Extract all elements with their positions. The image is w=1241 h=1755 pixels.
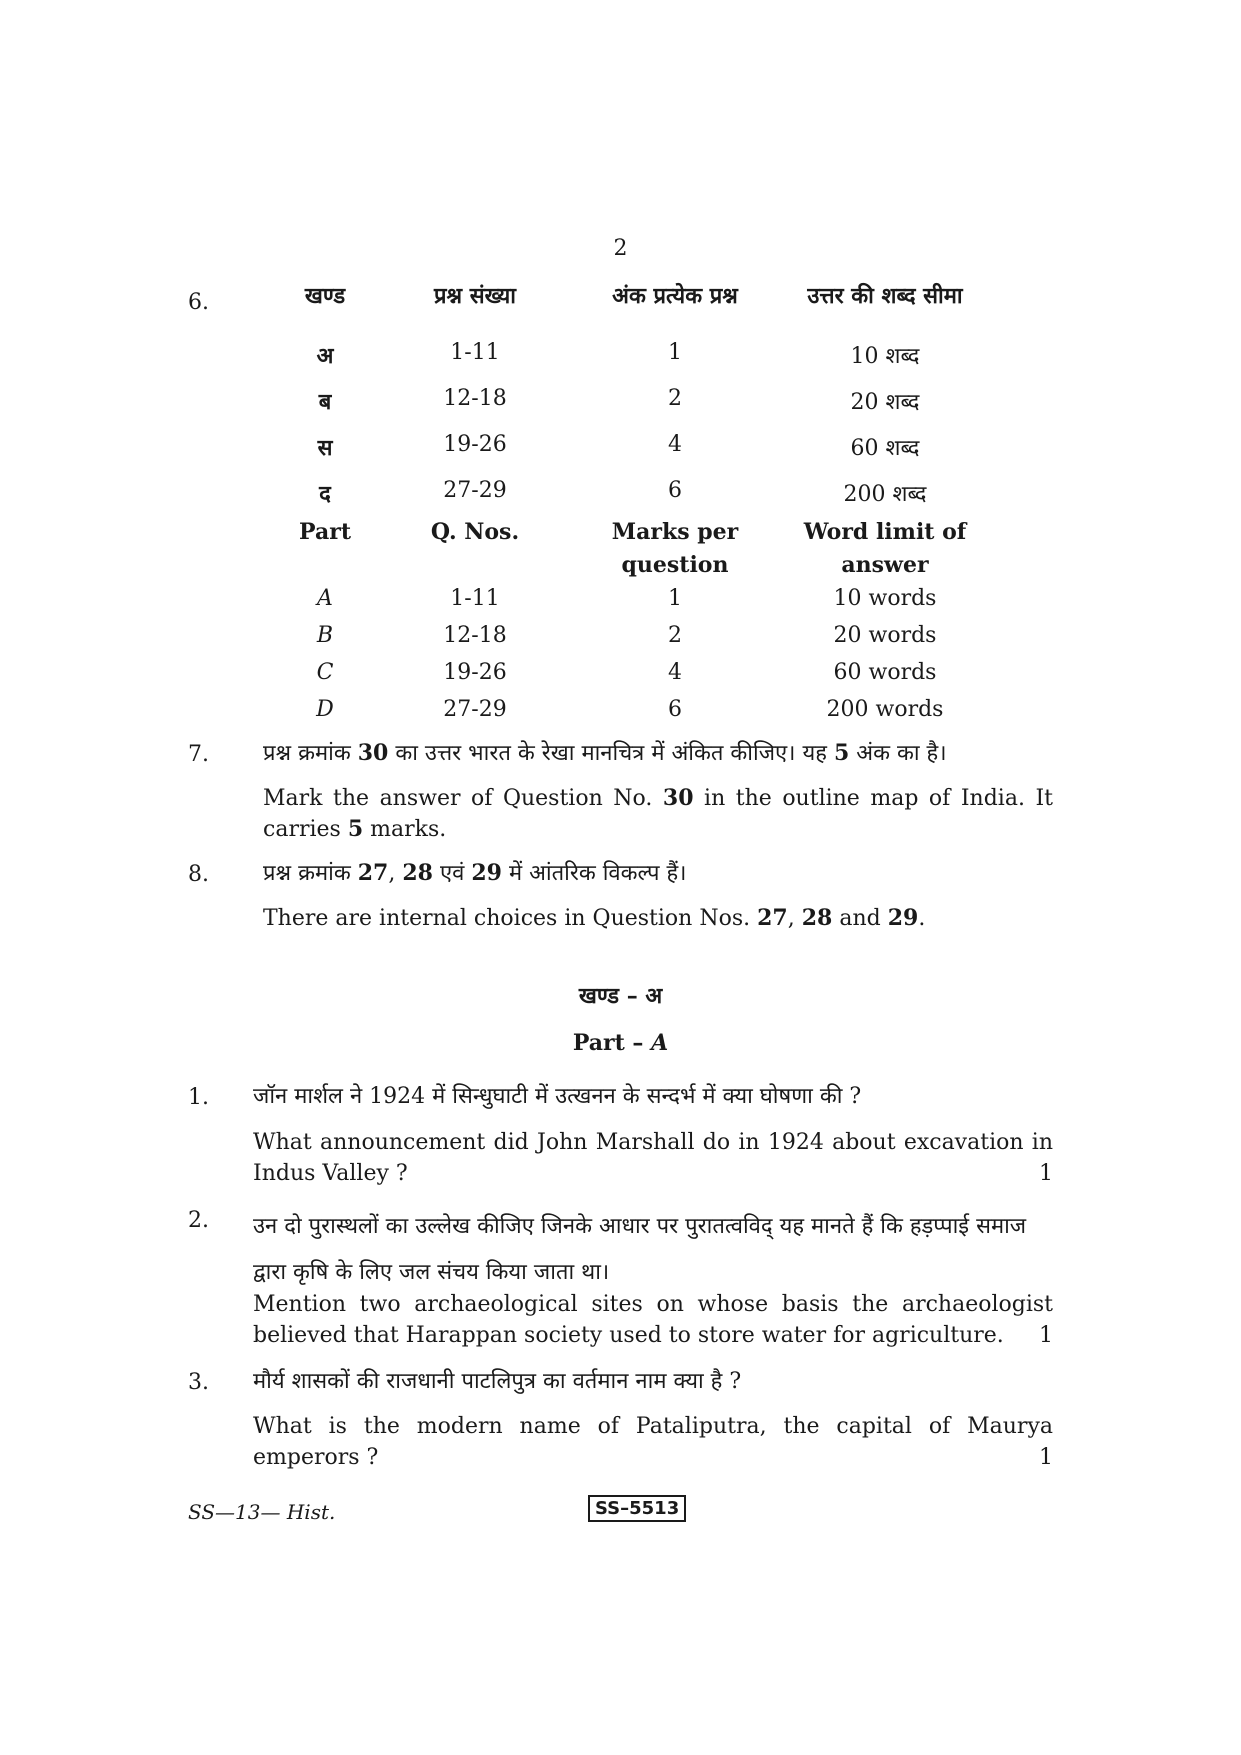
- footer-subject-code: SS—13— Hist.: [188, 1500, 336, 1524]
- table-cell: 27-29: [443, 697, 507, 722]
- question-text: What announcement did John Marshall do in 1924 about excavation in Indus Valley ?: [253, 1130, 1053, 1186]
- marks-ref: 5: [833, 740, 850, 766]
- text: Part –: [572, 1030, 652, 1056]
- page-number: 2: [613, 236, 628, 261]
- text: में आंतरिक विकल्प हैं।: [501, 861, 687, 886]
- question-ref: 30: [662, 785, 694, 811]
- table-cell: 1: [668, 586, 682, 611]
- table-row: [270, 340, 1030, 386]
- instruction-7-hindi: [263, 738, 1053, 769]
- table-cell: 4: [668, 432, 682, 457]
- text: का उत्तर भारत के रेखा मानचित्र में अंकित कीजिए। यह: [388, 741, 834, 766]
- table-cell: 4: [668, 660, 682, 685]
- table-cell: 27-29: [443, 478, 507, 503]
- text: There are internal choices in Question Nos.: [263, 906, 758, 931]
- table-cell: 10 शब्द: [850, 344, 920, 369]
- text: ,: [388, 861, 403, 886]
- table-cell: 2: [668, 386, 682, 411]
- table-cell: ब: [318, 389, 332, 415]
- question-3-number: 3.: [188, 1370, 209, 1395]
- question-ref: 28: [402, 860, 433, 886]
- marks-ref: 5: [347, 816, 364, 842]
- section-title-english: [0, 1030, 1241, 1056]
- table-cell: C: [316, 660, 334, 685]
- table-row: [270, 432, 1030, 478]
- table-cell: 10 words: [833, 586, 937, 611]
- table-cell: 6: [668, 697, 682, 722]
- text: and: [832, 906, 888, 931]
- table-cell: 1-11: [450, 586, 500, 611]
- table-cell: 60 शब्द: [850, 436, 920, 461]
- table-row: [270, 478, 1030, 516]
- question-2-hindi: उन दो पुरास्थलों का उल्लेख कीजिए जिनके आधार पर पुरातत्वविद् यह मानते हैं कि हड़प्पाई समाज द्वारा कृषि के लिए जल संचय किया जाता था।: [253, 1214, 1027, 1285]
- table-cell: अ: [316, 343, 334, 369]
- table-cell: 20 शब्द: [850, 390, 920, 415]
- text: प्रश्न क्रमांक: [263, 741, 358, 766]
- table-cell: A: [317, 586, 333, 611]
- question-ref: 28: [801, 905, 833, 931]
- table-cell: 60 words: [833, 660, 937, 685]
- header-prashn-sankhya: प्रश्न संख्या: [434, 283, 516, 309]
- question-ref: 29: [887, 905, 919, 931]
- header-part: Part: [299, 519, 351, 545]
- question-ref: 27: [357, 860, 389, 886]
- table-row: [270, 697, 1030, 734]
- instruction-6-number: 6.: [188, 290, 209, 315]
- table-cell: 200 शब्द: [843, 482, 927, 507]
- instruction-8-number: 8.: [188, 862, 209, 887]
- instruction-7-number: 7.: [188, 742, 209, 767]
- table-cell: 20 words: [833, 623, 937, 648]
- text: marks.: [363, 817, 447, 842]
- question-text: Mention two archaeological sites on whose basis the archaeologist believed that Harappan society used to store water for agriculture.: [253, 1292, 1053, 1348]
- table-cell: 12-18: [443, 623, 507, 648]
- question-3-english: [253, 1411, 1053, 1473]
- hindi-table-header: [270, 280, 1030, 340]
- text: .: [918, 906, 926, 931]
- section-letter: A: [651, 1030, 669, 1056]
- table-cell: B: [316, 623, 334, 648]
- table-cell: 200 words: [826, 697, 944, 722]
- text: एवं: [432, 861, 472, 886]
- text: अंक का है।: [849, 741, 947, 766]
- table-cell: 6: [668, 478, 682, 503]
- table-row: [270, 660, 1030, 697]
- table-cell: द: [319, 481, 331, 507]
- question-ref: 29: [471, 860, 502, 886]
- question-text: What is the modern name of Pataliputra, the capital of Maurya emperors ?: [253, 1414, 1053, 1470]
- header-q-nos: Q. Nos.: [430, 519, 520, 545]
- table-cell: D: [316, 697, 334, 722]
- table-cell: 19-26: [443, 432, 507, 457]
- header-marks-per-question: Marks per question: [611, 519, 739, 578]
- table-cell: स: [317, 435, 333, 461]
- instruction-8-english: [263, 903, 1053, 934]
- header-khand: खण्ड: [304, 283, 346, 309]
- english-table-header: [270, 516, 1030, 586]
- text: ,: [787, 906, 802, 931]
- table-cell: 1-11: [450, 340, 500, 365]
- text: प्रश्न क्रमांक: [263, 861, 358, 886]
- question-marks: 1: [1039, 1161, 1053, 1186]
- text: Mark the answer of Question No.: [263, 786, 663, 811]
- question-marks: 1: [1039, 1445, 1053, 1470]
- question-2-number: 2.: [188, 1208, 209, 1233]
- question-3-hindi: मौर्य शासकों की राजधानी पाटलिपुत्र का वर्तमान नाम क्या है ?: [253, 1369, 742, 1394]
- question-marks: 1: [1039, 1323, 1053, 1348]
- table-row: [270, 623, 1030, 660]
- table-cell: 19-26: [443, 660, 507, 685]
- question-1-hindi: जॉन मार्शल ने 1924 में सिन्धुघाटी में उत्खनन के सन्दर्भ में क्या घोषणा की ?: [253, 1084, 862, 1109]
- question-1-number: 1.: [188, 1085, 209, 1110]
- question-2-english: [253, 1289, 1053, 1351]
- header-shabd-seema: उत्तर की शब्द सीमा: [807, 283, 963, 309]
- text: in the outline map of India. It carries: [263, 786, 1053, 842]
- table-cell: 2: [668, 623, 682, 648]
- header-ank: अंक प्रत्येक प्रश्न: [612, 283, 738, 309]
- header-word-limit: Word limit of answer: [803, 519, 967, 578]
- table-row: [270, 386, 1030, 432]
- question-1-english: [253, 1127, 1053, 1189]
- table-cell: 1: [668, 340, 682, 365]
- table-cell: 12-18: [443, 386, 507, 411]
- instruction-8-hindi: [263, 858, 1053, 889]
- section-title-hindi: खण्ड – अ: [578, 983, 663, 1009]
- table-row: [270, 586, 1030, 623]
- footer-paper-code: SS–5513: [588, 1495, 686, 1522]
- instruction-7-english: [263, 783, 1053, 845]
- question-ref: 27: [757, 905, 788, 931]
- marks-distribution-table: [270, 280, 1030, 734]
- question-ref: 30: [357, 740, 389, 766]
